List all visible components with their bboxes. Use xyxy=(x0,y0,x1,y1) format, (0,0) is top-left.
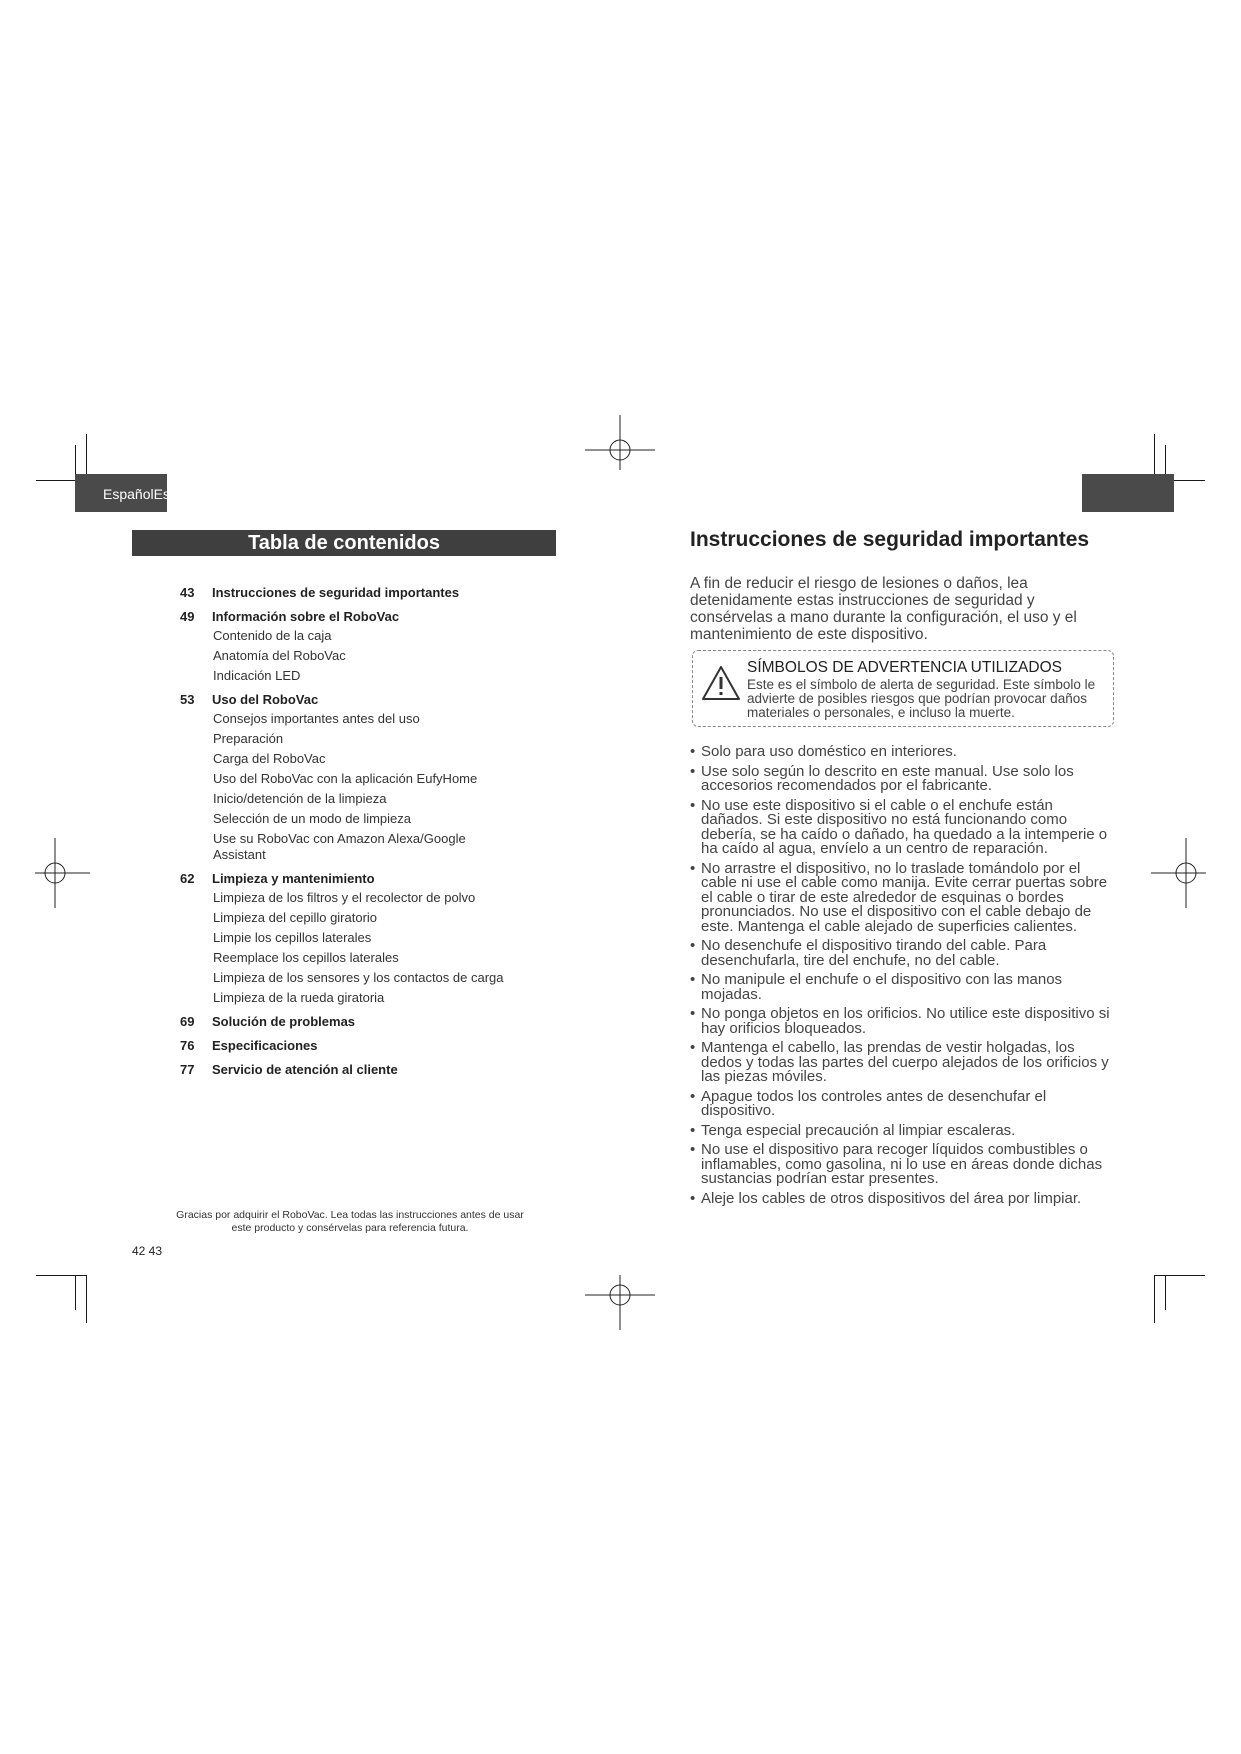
toc-section-title: Solución de problemas xyxy=(212,1014,356,1029)
toc-section xyxy=(180,1038,520,1054)
list-item: • Mantenga el cabello, las prendas de vestir holgadas, los dedos y todas las partes del cuerpo alejados de los orificios y las piezas móviles. xyxy=(690,1041,1110,1085)
language-tab-right xyxy=(1082,474,1174,512)
toc-item: Contenido de la caja xyxy=(213,628,332,643)
toc-section xyxy=(180,1062,520,1078)
crop-mark xyxy=(36,1275,86,1276)
toc-title: Tabla de contenidos xyxy=(132,530,556,556)
safety-title: Instrucciones de seguridad importantes xyxy=(690,528,1090,551)
toc-item: Carga del RoboVac xyxy=(213,751,326,766)
toc-item: Limpieza de los filtros y el recolector de polvo xyxy=(213,890,476,905)
list-item: • No use el dispositivo para recoger líquidos combustibles o inflamables, como gasolina, ni lo use en áreas donde dichas sustancias podrían estar presentes. xyxy=(690,1143,1110,1187)
toc-item: Limpieza de la rueda giratoria xyxy=(213,990,385,1005)
toc-section xyxy=(180,609,520,684)
registration-mark-icon xyxy=(585,415,655,485)
thanks-note: Gracias por adquirir el RoboVac. Lea todas las instrucciones antes de usar este producto y consérvelas para referencia futura. xyxy=(176,1209,524,1234)
toc-section xyxy=(180,1014,520,1030)
registration-mark-icon xyxy=(1151,838,1221,908)
warning-text: Este es el símbolo de alerta de seguridad. Este símbolo le advierte de posibles riesgos que podrían provocar daños materiales o personales, e incluso la muerte. xyxy=(747,677,1096,720)
registration-mark-icon xyxy=(20,838,90,908)
safety-intro: A fin de reducir el riesgo de lesiones o daños, lea detenidamente estas instrucciones de seguridad y consérvelas a mano durante la configuración, el uso y el mantenimiento de este dispositivo. xyxy=(690,575,1077,643)
page-numbers: 42 43 xyxy=(132,1244,163,1258)
toc-section-title: Instrucciones de seguridad importantes xyxy=(212,585,460,600)
toc-item: Reemplace los cepillos laterales xyxy=(213,950,399,965)
safety-list xyxy=(690,745,1110,1211)
warning-triangle-icon xyxy=(701,665,741,701)
list-item: • Solo para uso doméstico en interiores. xyxy=(690,745,1110,760)
toc-page-number: 49 xyxy=(180,609,195,624)
toc-item: Anatomía del RoboVac xyxy=(213,648,346,663)
toc-section-title: Servicio de atención al cliente xyxy=(212,1062,398,1077)
language-tab xyxy=(75,474,205,512)
crop-mark xyxy=(75,1275,76,1310)
list-item: • No ponga objetos en los orificios. No utilice este dispositivo si hay orificios bloqueados. xyxy=(690,1007,1110,1036)
crop-mark xyxy=(1154,1275,1155,1323)
list-item: • No desenchufe el dispositivo tirando del cable. Para desenchufarla, tire del enchufe, no del cable. xyxy=(690,939,1110,968)
list-item: • Tenga especial precaución al limpiar escaleras. xyxy=(690,1124,1110,1139)
toc-page-number: 69 xyxy=(180,1014,195,1029)
toc-page-number: 77 xyxy=(180,1062,195,1077)
toc-section-title: Especificaciones xyxy=(212,1038,318,1053)
toc-section xyxy=(180,871,520,1006)
toc-page-number: 62 xyxy=(180,871,195,886)
toc-item: Consejos importantes antes del uso xyxy=(213,711,420,726)
table-of-contents xyxy=(180,585,520,1086)
toc-section-title: Información sobre el RoboVac xyxy=(212,609,400,624)
toc-item: Limpieza del cepillo giratorio xyxy=(213,910,378,925)
toc-section xyxy=(180,692,520,863)
crop-mark xyxy=(1155,1275,1205,1276)
toc-item: Limpieza de los sensores y los contactos de carga xyxy=(213,970,504,985)
toc-item: Selección de un modo de limpieza xyxy=(213,811,412,826)
toc-section-title: Uso del RoboVac xyxy=(212,692,319,707)
list-item: • Apague todos los controles antes de desenchufar el dispositivo. xyxy=(690,1090,1110,1119)
toc-item: Use su RoboVac con Amazon Alexa/Google Assistant xyxy=(213,831,466,862)
toc-section-title: Limpieza y mantenimiento xyxy=(212,871,375,886)
list-item: • No manipule el enchufe o el dispositivo con las manos mojadas. xyxy=(690,973,1110,1002)
list-item: • No use este dispositivo si el cable o el enchufe están dañados. Si este dispositivo no está funcionando como debería, se ha caído o dañado, ha quedado a la intemperie o ha caído al agua, envíelo a un centro de reparación. xyxy=(690,799,1110,857)
list-item: • No arrastre el dispositivo, no lo traslade tomándolo por el cable ni use el cable como manija. Evite cerrar puertas sobre el cable o tirar de este alrededor de esquinas o bordes pronunciados. No use el dispositivo con el cable debajo de este. Mantenga el cable alejado de superficies calientes. xyxy=(690,862,1110,935)
crop-mark xyxy=(86,1275,87,1323)
toc-page-number: 43 xyxy=(180,585,195,600)
toc-item: Inicio/detención de la limpieza xyxy=(213,791,387,806)
list-item: • Use solo según lo descrito en este manual. Use solo los accesorios recomendados por el fabricante. xyxy=(690,765,1110,794)
toc-item: Preparación xyxy=(213,731,284,746)
toc-page-number: 53 xyxy=(180,692,195,707)
crop-mark xyxy=(1165,1275,1166,1310)
toc-item: Indicación LED xyxy=(213,668,301,683)
language-tab-label: EspañolEspañol xyxy=(103,486,205,502)
list-item: • Aleje los cables de otros dispositivos del área por limpiar. xyxy=(690,1192,1110,1207)
toc-page-number: 76 xyxy=(180,1038,195,1053)
warning-title: SÍMBOLOS DE ADVERTENCIA UTILIZADOS xyxy=(747,659,1062,676)
toc-item: Limpie los cepillos laterales xyxy=(213,930,372,945)
registration-mark-icon xyxy=(585,1260,655,1330)
warning-symbols-box xyxy=(692,650,1114,727)
toc-item: Uso del RoboVac con la aplicación EufyHome xyxy=(213,771,478,786)
toc-section xyxy=(180,585,520,601)
